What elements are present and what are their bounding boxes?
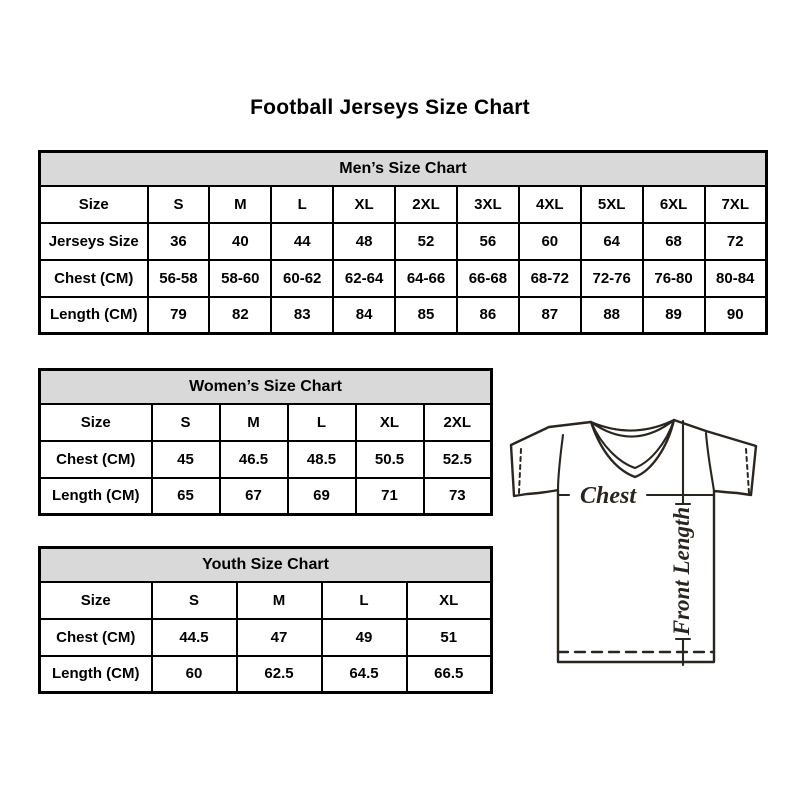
table-cell: 76-80 (643, 260, 705, 297)
table-cell: 65 (152, 478, 220, 515)
table-cell: 7XL (705, 186, 767, 223)
table-cell: M (237, 582, 322, 619)
table-cell: 50.5 (356, 441, 424, 478)
table-cell: S (152, 582, 237, 619)
mens-size-table (38, 150, 768, 335)
row-label: Length (CM) (40, 478, 152, 515)
table-cell: 84 (333, 297, 395, 334)
table-cell: 68-72 (519, 260, 581, 297)
table-row (40, 478, 492, 515)
row-label: Size (40, 186, 148, 223)
chest-label: Chest (579, 483, 637, 509)
row-label: Size (40, 404, 152, 441)
table-title: Youth Size Chart (40, 548, 492, 582)
table-cell: S (148, 186, 210, 223)
table-cell: 64.5 (322, 656, 407, 693)
youth-size-table (38, 546, 493, 694)
table-cell: 66-68 (457, 260, 519, 297)
table-caption-row (40, 370, 492, 404)
table-cell: 48 (333, 223, 395, 260)
row-label: Chest (CM) (40, 619, 152, 656)
table-cell: 64 (581, 223, 643, 260)
table-title: Women’s Size Chart (40, 370, 492, 404)
table-cell: 62.5 (237, 656, 322, 693)
table-cell: 86 (457, 297, 519, 334)
table-cell: M (209, 186, 271, 223)
table-cell: 90 (705, 297, 767, 334)
row-label: Chest (CM) (40, 441, 152, 478)
table-cell: 44 (271, 223, 333, 260)
table-row (40, 441, 492, 478)
table-row (40, 582, 492, 619)
table-cell: M (220, 404, 288, 441)
jersey-body-outline (511, 420, 756, 662)
row-label: Size (40, 582, 152, 619)
table-cell: XL (407, 582, 492, 619)
table-row (40, 404, 492, 441)
table-cell: 44.5 (152, 619, 237, 656)
table-cell: 82 (209, 297, 271, 334)
row-label: Length (CM) (40, 656, 152, 693)
table-row (40, 297, 767, 334)
mens-size-table-grid (38, 150, 768, 335)
table-cell: 58-60 (209, 260, 271, 297)
table-cell: 88 (581, 297, 643, 334)
table-cell: 64-66 (395, 260, 457, 297)
table-cell: 72-76 (581, 260, 643, 297)
table-cell: 66.5 (407, 656, 492, 693)
table-cell: L (322, 582, 407, 619)
table-cell: XL (356, 404, 424, 441)
table-cell: 60-62 (271, 260, 333, 297)
table-cell: L (288, 404, 356, 441)
table-cell: 60 (519, 223, 581, 260)
table-cell: 80-84 (705, 260, 767, 297)
table-row (40, 260, 767, 297)
table-cell: 68 (643, 223, 705, 260)
table-cell: 5XL (581, 186, 643, 223)
table-caption-row (40, 152, 767, 186)
table-cell: 6XL (643, 186, 705, 223)
table-cell: 83 (271, 297, 333, 334)
table-caption-row (40, 548, 492, 582)
page-title: Football Jerseys Size Chart (250, 96, 530, 119)
row-label: Chest (CM) (40, 260, 148, 297)
table-row (40, 223, 767, 260)
table-cell: 71 (356, 478, 424, 515)
row-label: Jerseys Size (40, 223, 148, 260)
table-cell: 36 (148, 223, 210, 260)
row-label: Length (CM) (40, 297, 148, 334)
jersey-outline-drawing (506, 413, 768, 673)
youth-size-table-grid (38, 546, 493, 694)
front-length-label: Front Length (669, 506, 694, 636)
table-cell: 52.5 (424, 441, 492, 478)
table-cell: L (271, 186, 333, 223)
table-row (40, 619, 492, 656)
table-row (40, 186, 767, 223)
jersey-measurement-diagram (506, 413, 768, 673)
table-cell: 2XL (424, 404, 492, 441)
table-cell: 73 (424, 478, 492, 515)
table-cell: 87 (519, 297, 581, 334)
table-cell: 40 (209, 223, 271, 260)
table-cell: 51 (407, 619, 492, 656)
table-cell: 62-64 (333, 260, 395, 297)
table-title: Men’s Size Chart (40, 152, 767, 186)
table-cell: 85 (395, 297, 457, 334)
table-cell: 56 (457, 223, 519, 260)
table-cell: S (152, 404, 220, 441)
table-cell: 79 (148, 297, 210, 334)
table-cell: 4XL (519, 186, 581, 223)
table-cell: 60 (152, 656, 237, 693)
table-cell: XL (333, 186, 395, 223)
table-cell: 47 (237, 619, 322, 656)
table-cell: 56-58 (148, 260, 210, 297)
womens-size-table-grid (38, 368, 493, 516)
table-cell: 72 (705, 223, 767, 260)
table-cell: 69 (288, 478, 356, 515)
table-cell: 49 (322, 619, 407, 656)
table-cell: 89 (643, 297, 705, 334)
table-cell: 3XL (457, 186, 519, 223)
table-cell: 46.5 (220, 441, 288, 478)
table-cell: 2XL (395, 186, 457, 223)
table-cell: 67 (220, 478, 288, 515)
table-cell: 45 (152, 441, 220, 478)
womens-size-table (38, 368, 493, 516)
table-cell: 48.5 (288, 441, 356, 478)
table-cell: 52 (395, 223, 457, 260)
table-row (40, 656, 492, 693)
